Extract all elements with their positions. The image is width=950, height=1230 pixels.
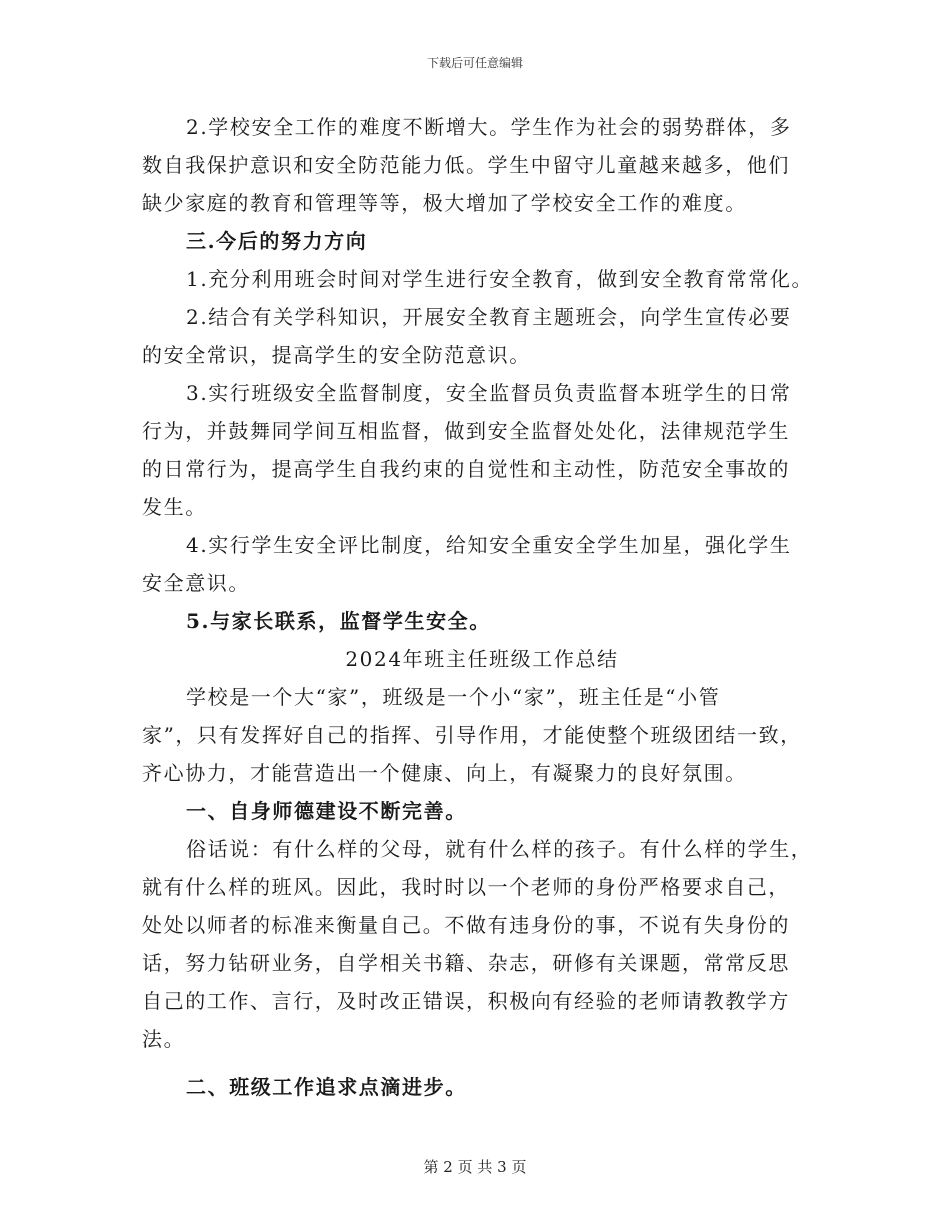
- paragraph-line: 法。: [142, 1027, 186, 1051]
- paragraph-line: 2.学校安全工作的难度不断增大。学生作为社会的弱势群体，多: [186, 115, 792, 139]
- page-footer: 第 2 页 共 3 页: [423, 1158, 527, 1176]
- section-heading: 三.今后的努力方向: [186, 229, 368, 253]
- page-header: 下载后可任意编辑: [426, 56, 523, 70]
- paragraph-line: 家”，只有发挥好自己的指挥、引导作用，才能使整个班级团结一致，: [142, 723, 802, 747]
- paragraph-line: 安全意识。: [142, 571, 250, 595]
- paragraph-line: 齐心协力，才能营造出一个健康、向上，有凝聚力的良好氛围。: [142, 761, 747, 785]
- section-heading: 二、班级工作追求点滴进步。: [186, 1075, 467, 1099]
- paragraph-line: 3.实行班级安全监督制度，安全监督员负责监督本班学生的日常: [186, 381, 792, 405]
- paragraph-line: 的日常行为，提高学生自我约束的自觉性和主动性，防范安全事故的: [142, 457, 790, 481]
- paragraph-line: 自己的工作、言行，及时改正错误，积极向有经验的老师请教教学方: [142, 989, 790, 1013]
- paragraph-line: 数自我保护意识和安全防范能力低。学生中留守儿童越来越多，他们: [142, 153, 790, 177]
- paragraph-line: 就有什么样的班风。因此，我时时以一个老师的身份严格要求自己，: [142, 875, 790, 899]
- paragraph-line: 4.实行学生安全评比制度，给知安全重安全学生加星，强化学生: [186, 533, 792, 557]
- section-heading: 一、自身师德建设不断完善。: [186, 799, 467, 823]
- paragraph-line: 缺少家庭的教育和管理等等，极大增加了学校安全工作的难度。: [142, 191, 747, 215]
- document-body: [142, 108, 822, 1106]
- paragraph-line: 学校是一个大“家”，班级是一个小“家”，班主任是“小管: [186, 685, 721, 709]
- document-title: 2024年班主任班级工作总结: [345, 647, 619, 671]
- section-heading: 5.与家长联系，监督学生安全。: [186, 609, 491, 633]
- paragraph-line: 俗话说：有什么样的父母，就有什么样的孩子。有什么样的学生，: [186, 837, 813, 861]
- paragraph-line: 的安全常识，提高学生的安全防范意识。: [142, 343, 531, 367]
- paragraph-line: 行为，并鼓舞同学间互相监督，做到安全监督处处化，法律规范学生: [142, 419, 790, 443]
- paragraph-line: 处处以师者的标准来衡量自己。不做有违身份的事，不说有失身份的: [142, 913, 790, 937]
- paragraph-line: 1.充分利用班会时间对学生进行安全教育，做到安全教育常常化。: [186, 267, 814, 291]
- paragraph-line: 2.结合有关学科知识，开展安全教育主题班会，向学生宣传必要: [186, 305, 792, 329]
- paragraph-line: 发生。: [142, 495, 207, 519]
- paragraph-line: 话，努力钻研业务，自学相关书籍、杂志，研修有关课题，常常反思: [142, 951, 790, 975]
